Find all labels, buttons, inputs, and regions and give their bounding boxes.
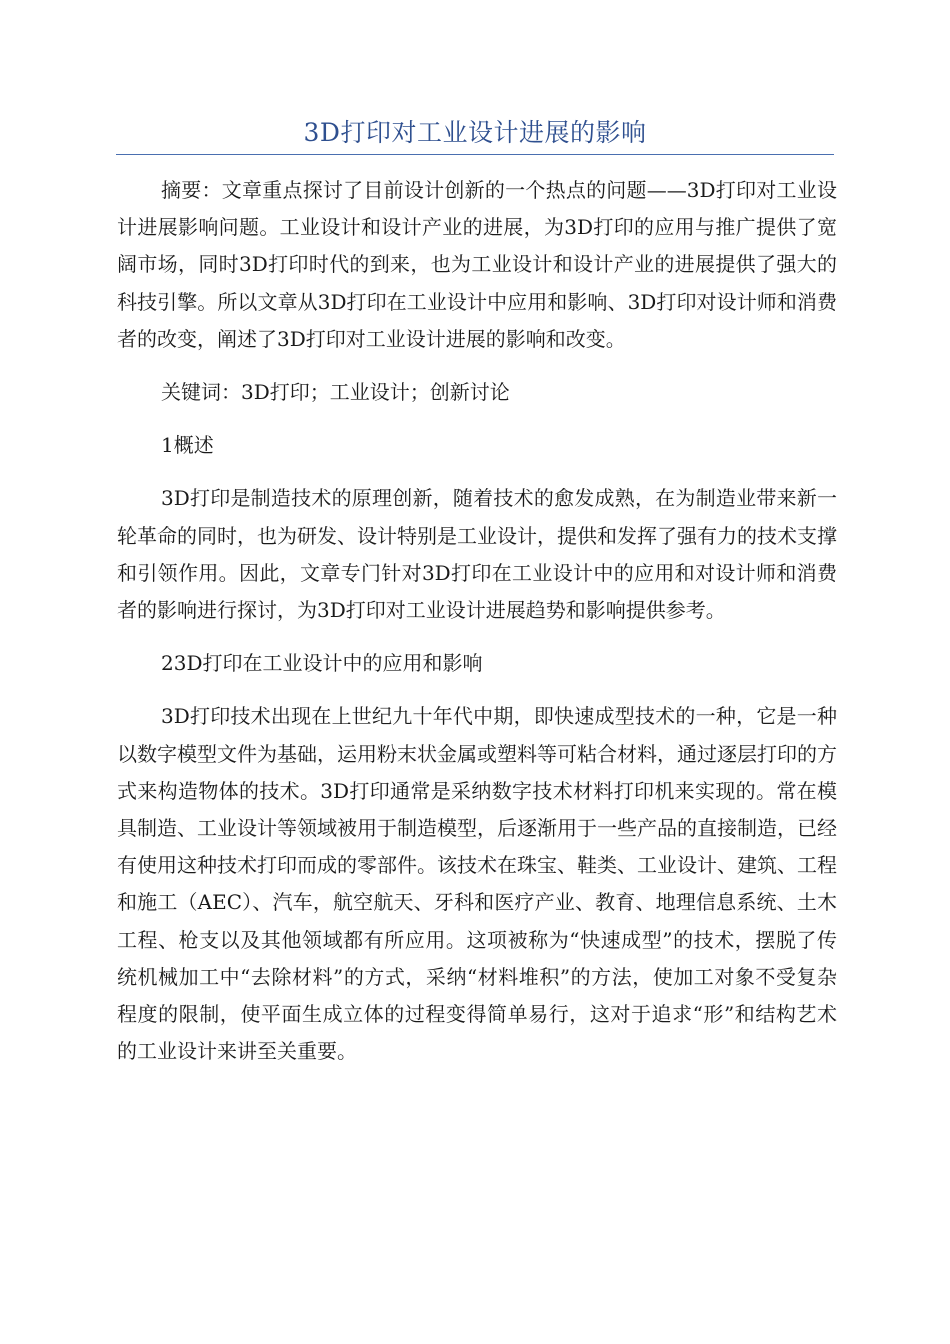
abstract-paragraph: 摘要：文章重点探讨了目前设计创新的一个热点的问题——3D打印对工业设计进展影响问题。工业设计和设计产业的进展，为3D打印的应用与推广提供了宽阔市场，同时3D打印时代的到来，也为工业设计和设计产业的进展提供了强大的科技引擎。所以文章从3D打印在工业设计中应用和影响、3D打印对设计师和消费者的改变，阐述了3D打印对工业设计进展的影响和改变。: [117, 178, 837, 351]
document-title: 3D打印对工业设计进展的影响: [303, 118, 647, 147]
section-heading-application: 23D打印在工业设计中的应用和影响: [161, 651, 483, 676]
section-heading-overview: 1概述: [161, 433, 214, 458]
document-body: [117, 172, 837, 1070]
title-underline: [116, 154, 834, 155]
overview-paragraph: 3D打印是制造技术的原理创新，随着技术的愈发成熟，在为制造业带来新一轮革命的同时，也为研发、设计特别是工业设计，提供和发挥了强有力的技术支撑和引领作用。因此，文章专门针对3D打印在工业设计中的应用和对设计师和消费者的影响进行探讨，为3D打印对工业设计进展趋势和影响提供参考。: [117, 486, 837, 623]
keywords-paragraph: 关键词：3D打印；工业设计；创新讨论: [161, 380, 510, 405]
application-paragraph: 3D打印技术出现在上世纪九十年代中期，即快速成型技术的一种，它是一种以数字模型文件为基础，运用粉末状金属或塑料等可粘合材料，通过逐层打印的方式来构造物体的技术。3D打印通常是采纳数字技术材料打印机来实现的。常在模具制造、工业设计等领域被用于制造模型，后逐渐用于一些产品的直接制造，已经有使用这种技术打印而成的零部件。该技术在珠宝、鞋类、工业设计、建筑、工程和施工（AEC）、汽车，航空航天、牙科和医疗产业、教育、地理信息系统、土木工程、枪支以及其他领域都有所应用。这项被称为“快速成型”的技术，摆脱了传统机械加工中“去除材料”的方式，采纳“材料堆积”的方法，使加工对象不受复杂程度的限制，使平面生成立体的过程变得简单易行，这对于追求“形”和结构艺术的工业设计来讲至关重要。: [117, 704, 837, 1064]
